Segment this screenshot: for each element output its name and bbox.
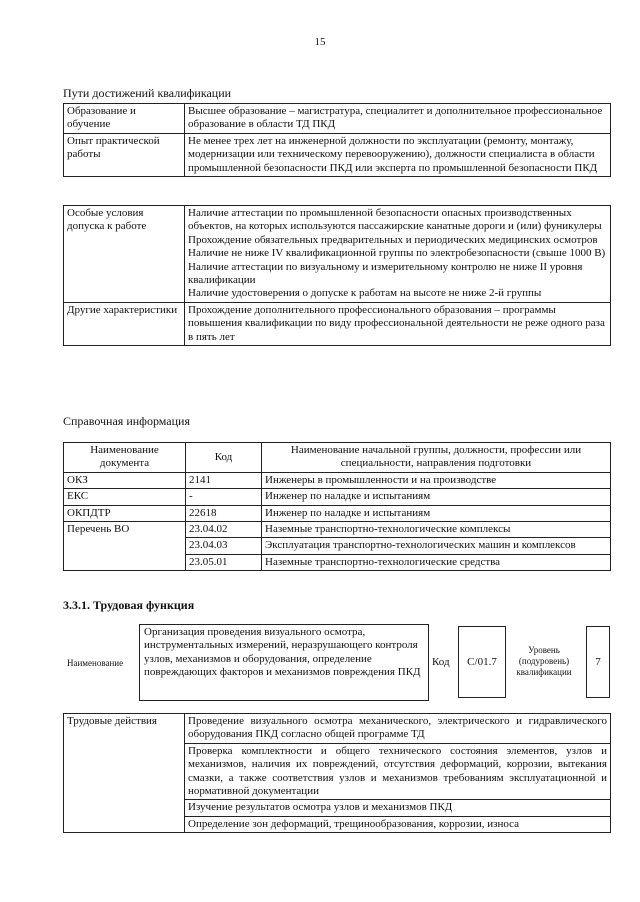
table-row [64,104,611,134]
row-label: Опыт практической работы [64,133,185,176]
doc-cell: ЕКС [64,489,186,505]
qualification-paths-table [63,103,611,177]
row-value: Не менее трех лет на инженерной должности по эксплуатации (ремонту, монтажу, модернизации или техническому перевооружению), должности специалиста в области промышленной безопасности ПКД или эксперта по промышленной безопасности ПКД [185,133,611,176]
function-heading: 3.3.1. Трудовая функция [63,598,195,612]
code-cell: 2141 [186,472,262,488]
doc-cell: ОКЗ [64,472,186,488]
table-row [64,489,611,505]
table-row [64,472,611,488]
column-header: Наименование документа [64,443,186,473]
code-value-box: C/01.7 [458,626,506,698]
condition-line: Наличие удостоверения о допуске к работам на высоте не ниже 2-й группы [188,287,542,300]
table-row [64,505,611,521]
qualification-paths-title: Пути достижений квалификации [63,86,232,100]
name-cell: Наземные транспортно-технологические комплексы [262,522,611,538]
table-row [64,522,611,538]
row-value: Высшее образование – магистратура, специалитет и дополнительное профессиональное образование в области ТД ПКД [185,104,611,134]
conditions-table [63,205,611,346]
name-cell: Наземные транспортно-технологические средства [262,554,611,570]
condition-line: Прохождение обязательных предварительных и периодических медицинских осмотров [188,233,598,246]
function-name-box: Организация проведения визуального осмотра, инструментальных измерений, неразрушающего контроля узлов, механизмов и оборудования, определение повреждающих факторов и механизмов повреждения ПКД [139,624,429,701]
condition-line: Наличие аттестации по промышленной безопасности опасных производственных объектов, на которых используются пассажирские канатные дороги и (или) фуникулеры [188,207,602,233]
row-value [185,206,611,303]
action-item: Изучение результатов осмотра узлов и механизмов ПКД [185,800,611,816]
row-label: Особые условия допуска к работе [64,206,185,303]
code-cell: 22618 [186,505,262,521]
page-number: 15 [314,36,326,48]
level-value-box: 7 [586,626,610,698]
table-row [64,206,611,303]
code-cell: 23.05.01 [186,554,262,570]
table-row [64,714,611,744]
code-cell: 23.04.02 [186,522,262,538]
doc-cell: ОКПДТР [64,505,186,521]
name-cell: Инженер по наладке и испытаниям [262,489,611,505]
name-cell: Эксплуатация транспортно-технологических машин и комплексов [262,538,611,554]
row-label: Образование и обучение [64,104,185,134]
row-label: Трудовые действия [64,714,185,833]
column-header: Код [186,443,262,473]
level-label: Уровень (подуровень) квалификации [516,645,572,677]
code-cell: 23.04.03 [186,538,262,554]
work-actions-table [63,713,611,833]
table-header-row [64,443,611,473]
column-header: Наименование начальной группы, должности, профессии или специальности, направления подготовки [262,443,611,473]
row-label: Другие характеристики [64,302,185,345]
action-item: Определение зон деформаций, трещинообразования, коррозии, износа [185,816,611,832]
table-row [64,133,611,176]
action-item: Проверка комплектности и общего технического состояния элементов, узлов и механизмов, наличия их повреждений, отсутствия деформаций, коррозии, вытекания смазки, а также соответствия узлов и механизмов требованиям эксплуатационной и нормативной документации [185,743,611,800]
name-cell: Инженеры в промышленности и на производстве [262,472,611,488]
code-label: Код [432,656,450,668]
function-name-label: Наименование [67,658,124,668]
condition-line: Наличие не ниже IV квалификационной группы по электробезопасности (свыше 1000 В) [188,247,606,260]
condition-line: Наличие аттестации по визуальному и измерительному контролю не ниже II уровня квалификации [188,260,583,287]
row-value: Прохождение дополнительного профессионального образования – программы повышения квалификации по виду профессиональной деятельности не реже одного раза в пять лет [185,302,611,345]
table-row [64,302,611,345]
code-cell: - [186,489,262,505]
reference-table [63,442,611,571]
name-cell: Инженер по наладке и испытаниям [262,505,611,521]
reference-title: Справочная информация [63,414,190,428]
action-item: Проведение визуального осмотра механического, электрического и гидравлического оборудования ПКД согласно общей программе ТД [185,714,611,744]
doc-cell: Перечень ВО [64,522,186,571]
